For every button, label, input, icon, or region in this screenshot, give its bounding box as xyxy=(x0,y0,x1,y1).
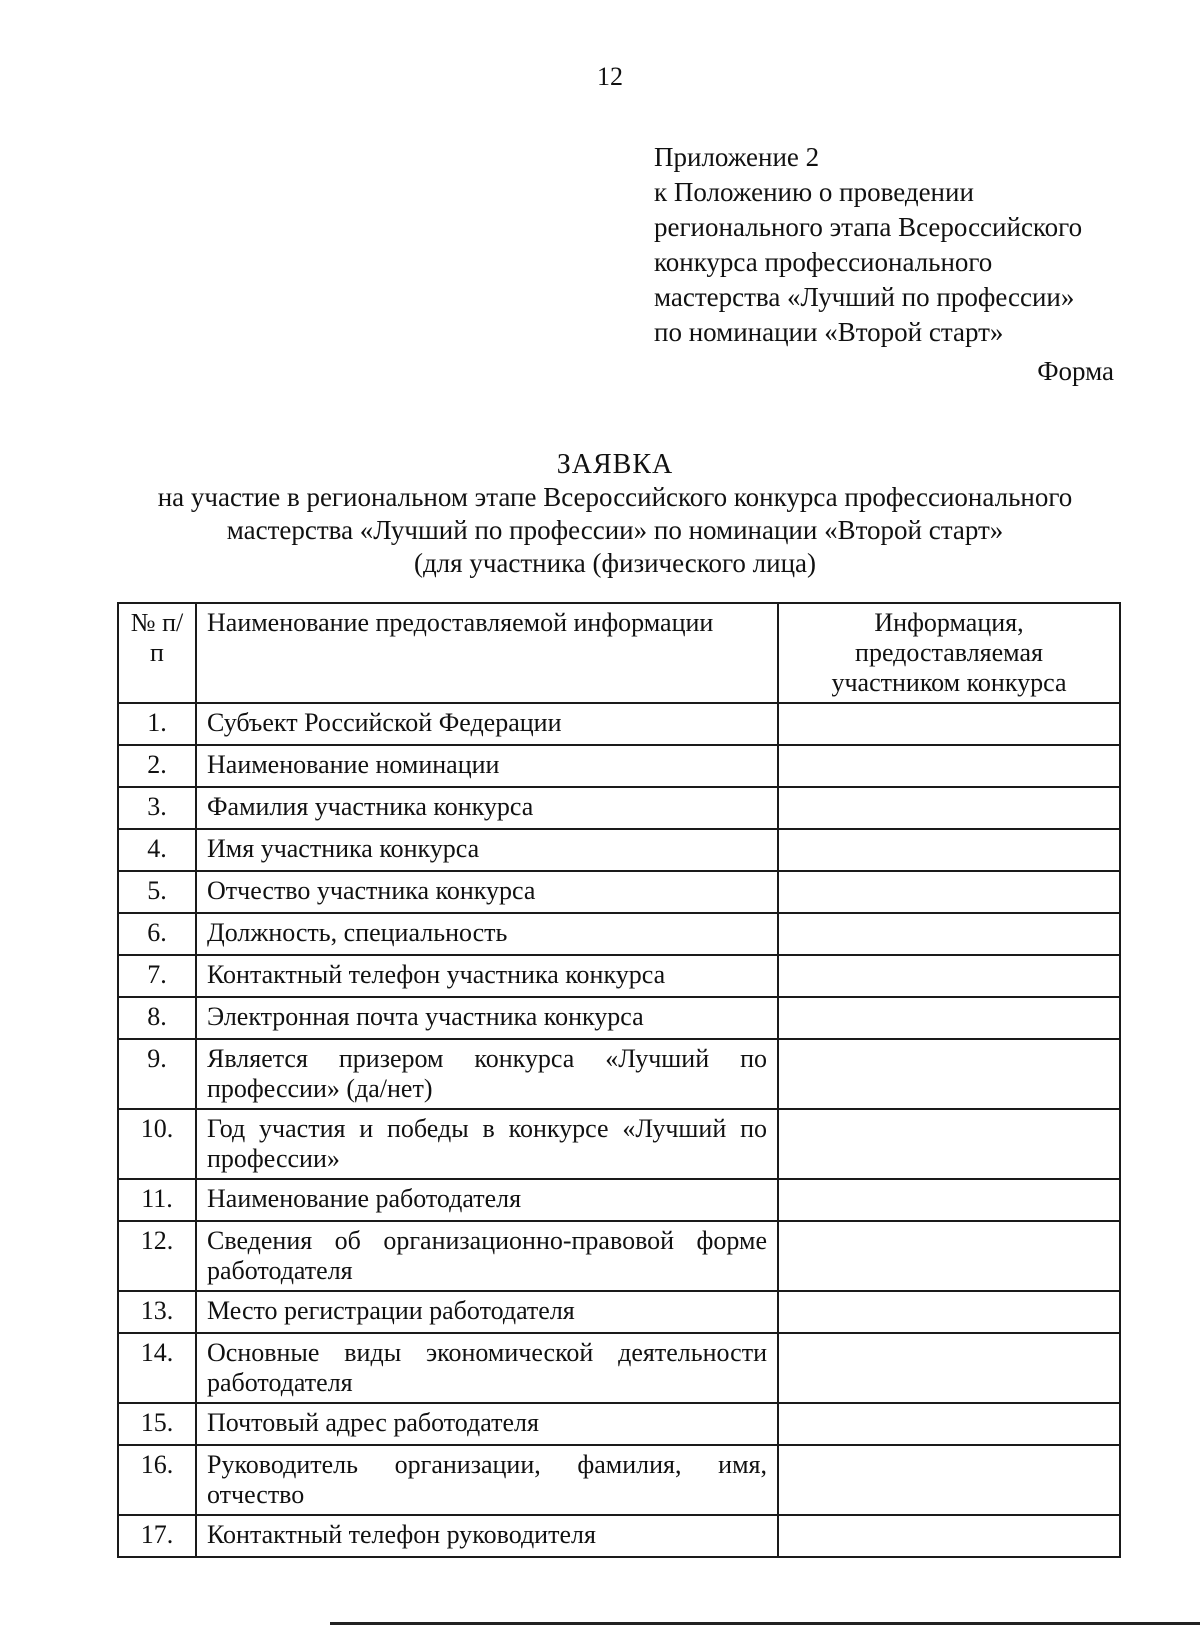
row-info-field[interactable] xyxy=(778,1221,1120,1291)
row-item-name: Является призером конкурса «Лучший по профессии» (да/нет) xyxy=(196,1039,778,1109)
row-number: 10. xyxy=(118,1109,196,1179)
row-item-name: Место регистрации работодателя xyxy=(196,1291,778,1333)
header-info: Информация, предоставляемая участником конкурса xyxy=(778,603,1120,703)
row-item-name: Основные виды экономической деятельности работодателя xyxy=(196,1333,778,1403)
row-item-name: Руководитель организации, фамилия, имя, отчество xyxy=(196,1445,778,1515)
row-info-field[interactable] xyxy=(778,1333,1120,1403)
table-row xyxy=(118,1515,1120,1557)
table-body xyxy=(118,703,1120,1557)
row-item-name: Наименование номинации xyxy=(196,745,778,787)
row-number: 17. xyxy=(118,1515,196,1557)
table-row xyxy=(118,1445,1120,1515)
row-number: 16. xyxy=(118,1445,196,1515)
row-number: 7. xyxy=(118,955,196,997)
header-number: № п/п xyxy=(118,603,196,703)
table-row xyxy=(118,1333,1120,1403)
row-info-field[interactable] xyxy=(778,787,1120,829)
row-info-field[interactable] xyxy=(778,1291,1120,1333)
row-info-field[interactable] xyxy=(778,703,1120,745)
row-item-name: Наименование работодателя xyxy=(196,1179,778,1221)
appendix-line: мастерства «Лучший по профессии» xyxy=(654,282,1075,312)
row-info-field[interactable] xyxy=(778,1403,1120,1445)
table-row xyxy=(118,997,1120,1039)
appendix-line: к Положению о проведении xyxy=(654,177,974,207)
document-subtitle-line: на участие в региональном этапе Всероссийского конкурса профессионального xyxy=(157,482,1073,512)
appendix-block xyxy=(654,140,1124,350)
table-row xyxy=(118,913,1120,955)
header-name: Наименование предоставляемой информации xyxy=(196,603,778,703)
row-item-name: Должность, специальность xyxy=(196,913,778,955)
row-info-field[interactable] xyxy=(778,997,1120,1039)
table-header-row xyxy=(118,603,1120,703)
row-item-name: Контактный телефон руководителя xyxy=(196,1515,778,1557)
row-number: 5. xyxy=(118,871,196,913)
row-item-name: Контактный телефон участника конкурса xyxy=(196,955,778,997)
row-number: 4. xyxy=(118,829,196,871)
row-item-name: Субъект Российской Федерации xyxy=(196,703,778,745)
row-item-name: Почтовый адрес работодателя xyxy=(196,1403,778,1445)
row-number: 12. xyxy=(118,1221,196,1291)
table-row xyxy=(118,1109,1120,1179)
row-number: 6. xyxy=(118,913,196,955)
page-bottom-rule xyxy=(330,1622,1200,1625)
row-info-field[interactable] xyxy=(778,913,1120,955)
table-row xyxy=(118,955,1120,997)
row-item-name: Отчество участника конкурса xyxy=(196,871,778,913)
row-info-field[interactable] xyxy=(778,1515,1120,1557)
row-info-field[interactable] xyxy=(778,1179,1120,1221)
row-item-name: Электронная почта участника конкурса xyxy=(196,997,778,1039)
application-form-table xyxy=(117,602,1121,1558)
row-info-field[interactable] xyxy=(778,1109,1120,1179)
row-number: 2. xyxy=(118,745,196,787)
table-row xyxy=(118,787,1120,829)
document-subtitle-line: (для участника (физического лица) xyxy=(413,548,817,578)
table-row xyxy=(118,1221,1120,1291)
appendix-line: конкурса профессионального xyxy=(654,247,993,277)
table-row xyxy=(118,1039,1120,1109)
form-label: Форма xyxy=(1037,356,1114,386)
appendix-line: регионального этапа Всероссийского xyxy=(654,212,1083,242)
appendix-line: по номинации «Второй старт» xyxy=(654,317,1004,347)
row-info-field[interactable] xyxy=(778,745,1120,787)
row-info-field[interactable] xyxy=(778,1039,1120,1109)
row-info-field[interactable] xyxy=(778,1445,1120,1515)
document-title: ЗАЯВКА xyxy=(556,449,674,480)
table-row xyxy=(118,703,1120,745)
row-number: 15. xyxy=(118,1403,196,1445)
table-row xyxy=(118,871,1120,913)
row-number: 9. xyxy=(118,1039,196,1109)
table-row xyxy=(118,1403,1120,1445)
table-row xyxy=(118,1291,1120,1333)
row-number: 8. xyxy=(118,997,196,1039)
row-item-name: Фамилия участника конкурса xyxy=(196,787,778,829)
row-info-field[interactable] xyxy=(778,829,1120,871)
table-row xyxy=(118,829,1120,871)
page-number: 12 xyxy=(597,62,623,91)
row-info-field[interactable] xyxy=(778,871,1120,913)
appendix-line: Приложение 2 xyxy=(654,142,820,172)
row-number: 11. xyxy=(118,1179,196,1221)
row-info-field[interactable] xyxy=(778,955,1120,997)
row-item-name: Имя участника конкурса xyxy=(196,829,778,871)
row-number: 14. xyxy=(118,1333,196,1403)
row-number: 3. xyxy=(118,787,196,829)
row-number: 13. xyxy=(118,1291,196,1333)
row-item-name: Год участия и победы в конкурсе «Лучший по профессии» xyxy=(196,1109,778,1179)
table-row xyxy=(118,745,1120,787)
table-row xyxy=(118,1179,1120,1221)
row-item-name: Сведения об организационно-правовой форме работодателя xyxy=(196,1221,778,1291)
row-number: 1. xyxy=(118,703,196,745)
document-header xyxy=(100,448,1130,580)
document-subtitle-line: мастерства «Лучший по профессии» по номинации «Второй старт» xyxy=(226,515,1004,545)
